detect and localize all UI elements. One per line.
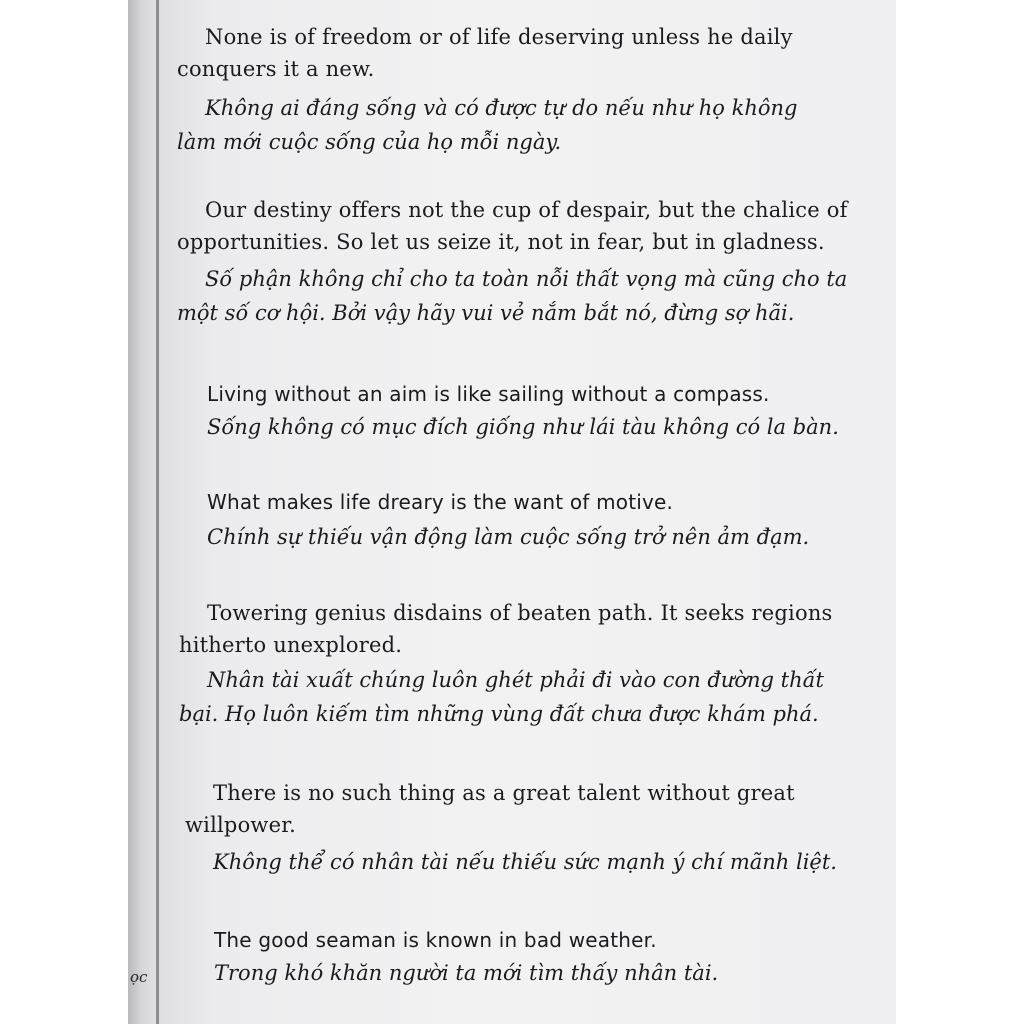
quote-2-en-line-2: opportunities. So let us seize it, not in fear, but in gladness. [177, 230, 825, 254]
quote-3-vi-line-1: Sống không có mục đích giống như lái tàu không có la bàn. [207, 415, 839, 439]
quote-2 [177, 194, 848, 330]
quote-3-en-line-1: Living without an aim is like sailing without a compass. [207, 382, 770, 406]
quote-4-en-line-1: What makes life dreary is the want of motive. [207, 490, 674, 514]
quote-7 [214, 924, 718, 990]
quote-2-vi-line-2: một số cơ hội. Bởi vậy hãy vui vẻ nắm bắt nó, đừng sợ hãi. [177, 301, 795, 325]
quote-1-vi-line-2: làm mới cuộc sống của họ mỗi ngày. [177, 130, 562, 154]
quote-6-en-line-2: willpower. [185, 813, 297, 837]
quote-5 [179, 597, 833, 731]
quote-1-en-line-2: conquers it a new. [177, 57, 375, 81]
quote-3 [207, 378, 839, 444]
quote-5-en-line-2: hitherto unexplored. [179, 633, 403, 657]
quote-6-en-line-1: There is no such thing as a great talent without great [213, 781, 795, 805]
quote-2-en-line-1: Our destiny offers not the cup of despair, but the chalice of [205, 198, 848, 222]
book-spine [128, 0, 158, 1024]
quote-5-vi-line-2: bại. Họ luôn kiếm tìm những vùng đất chưa được khám phá. [179, 702, 819, 726]
quote-1-en-line-1: None is of freedom or of life deserving unless he daily [205, 25, 793, 49]
quote-4-vi-line-1: Chính sự thiếu vận động làm cuộc sống trở nên ảm đạm. [207, 525, 810, 549]
background-right [896, 0, 1024, 1024]
quote-4 [207, 486, 809, 554]
quote-5-en-line-1: Towering genius disdains of beaten path. It seeks regions [207, 601, 833, 625]
quote-2-vi-line-1: Số phận không chỉ cho ta toàn nỗi thất vọng mà cũng cho ta [205, 267, 848, 291]
quote-5-vi-line-1: Nhân tài xuất chúng luôn ghét phải đi vào con đường thất [207, 668, 824, 692]
quote-6-vi-line-1: Không thể có nhân tài nếu thiếu sức mạnh ý chí mãnh liệt. [213, 850, 837, 874]
margin-mark: ọc [130, 968, 148, 986]
quote-1-vi-line-1: Không ai đáng sống và có được tự do nếu như họ không [205, 96, 798, 120]
quote-6 [185, 777, 837, 879]
quote-1 [177, 21, 797, 159]
quote-7-vi-line-1: Trong khó khăn người ta mới tìm thấy nhân tài. [214, 961, 719, 985]
quote-7-en-line-1: The good seaman is known in bad weather. [214, 928, 657, 952]
